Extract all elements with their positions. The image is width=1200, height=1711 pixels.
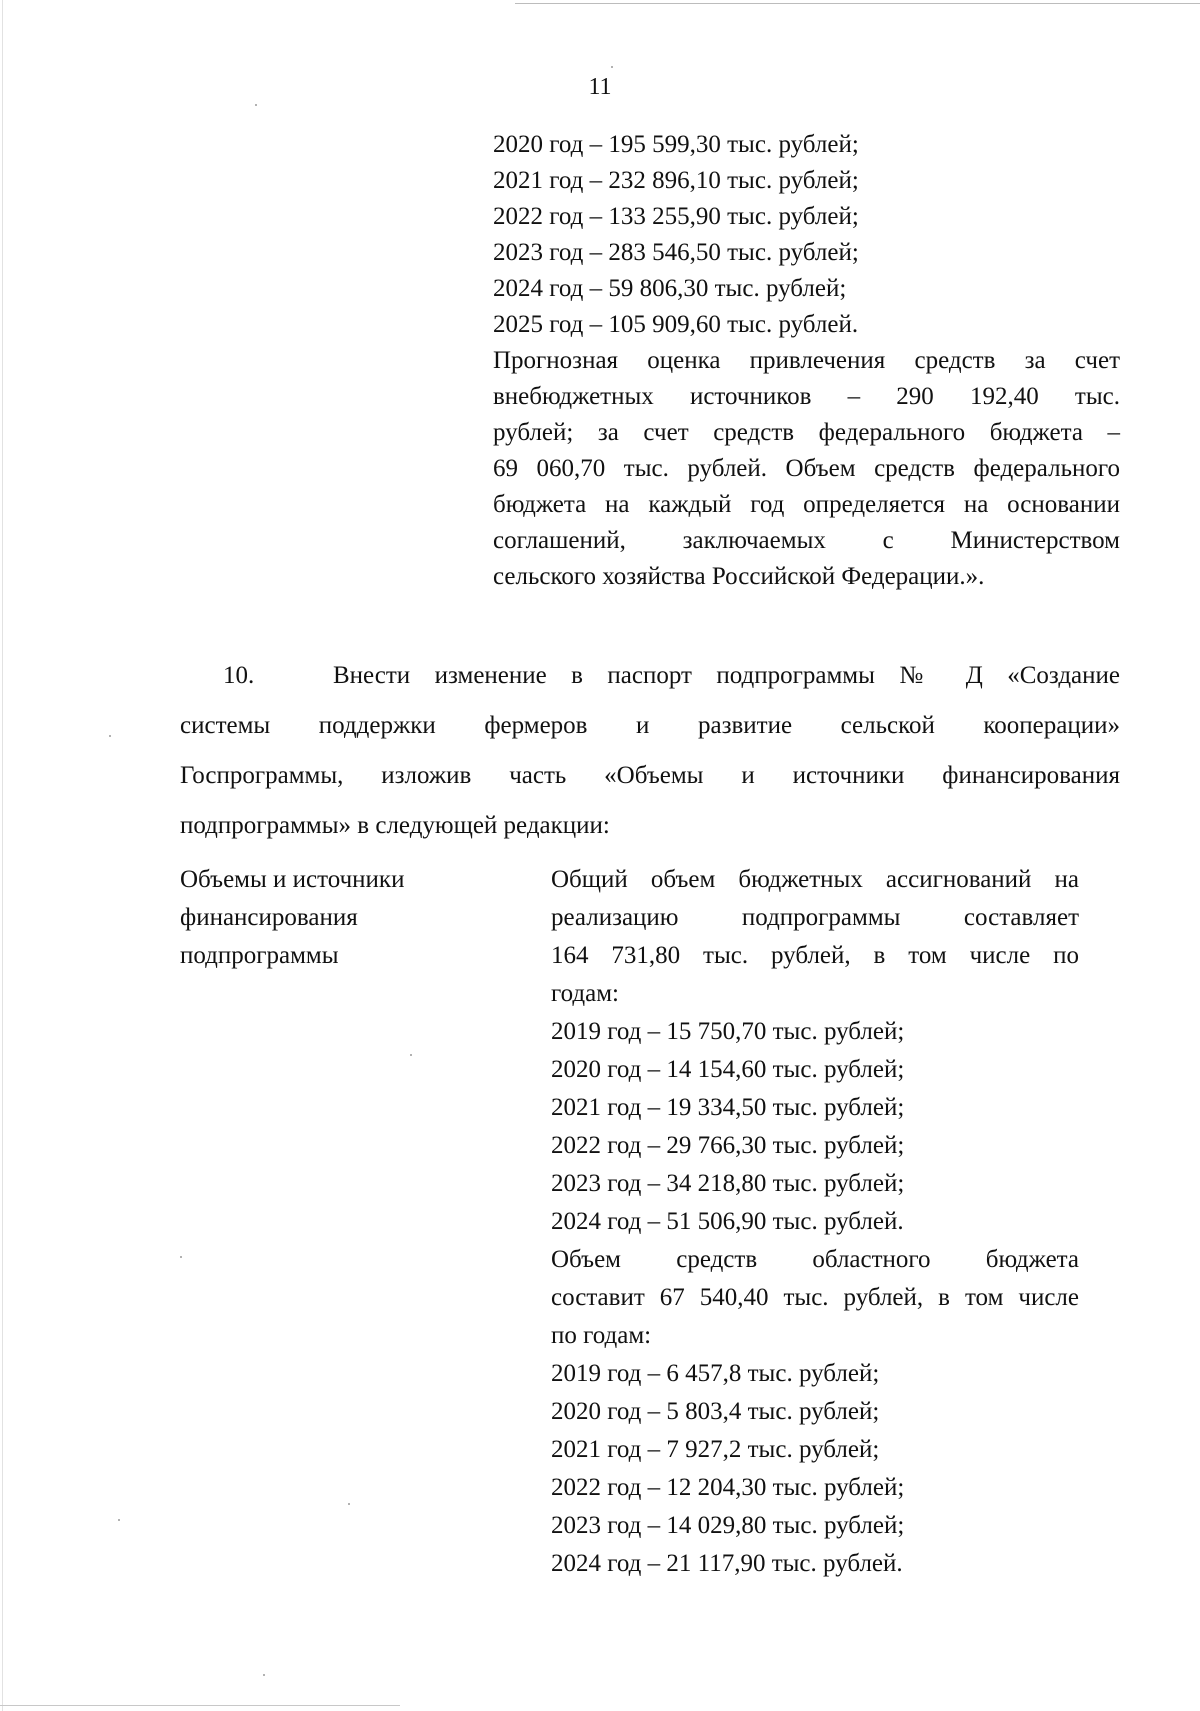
- total-funding-line: Общий объем бюджетных ассигнований на: [551, 866, 1079, 893]
- year-funding-line: 2025 год – 105 909,60 тыс. рублей.: [493, 311, 859, 338]
- year-funding-line: 2023 год – 34 218,80 тыс. рублей;: [551, 1170, 905, 1197]
- forecast-line: 69 060,70 тыс. рублей. Объем средств федерального: [493, 455, 1120, 482]
- item-text-line: подпрограммы» в следующей редакции:: [180, 812, 610, 839]
- regional-funding-paragraph: [551, 1241, 1079, 1355]
- scan-speck: [410, 1054, 412, 1056]
- passport-row-value: [551, 861, 1079, 1583]
- regional-funding-line: составит 67 540,40 тыс. рублей, в том числе: [551, 1284, 1079, 1311]
- total-funding-paragraph: [551, 861, 1079, 1013]
- item-number: 10.: [223, 662, 255, 689]
- label-line: подпрограммы: [180, 942, 339, 969]
- regional-funding-line: Объем средств областного бюджета: [551, 1246, 1079, 1273]
- regional-funding-line: по годам:: [551, 1322, 652, 1349]
- passport-row-label: [180, 861, 480, 975]
- year-funding-line: 2019 год – 6 457,8 тыс. рублей;: [551, 1360, 880, 1387]
- item-10-paragraph: [180, 651, 1120, 851]
- scan-speck: [109, 735, 111, 737]
- item-10-first-line: [180, 651, 1120, 701]
- year-funding-line: 2021 год – 19 334,50 тыс. рублей;: [551, 1094, 905, 1121]
- scan-speck: [255, 104, 257, 106]
- year-funding-line: 2023 год – 283 546,50 тыс. рублей;: [493, 239, 859, 266]
- forecast-paragraph: [493, 343, 1120, 595]
- forecast-line: бюджета на каждый год определяется на основании: [493, 491, 1120, 518]
- item-text-line: системы поддержки фермеров и развитие сельской кооперации»: [180, 712, 1120, 739]
- year-funding-line: 2021 год – 232 896,10 тыс. рублей;: [493, 167, 859, 194]
- forecast-line: сельского хозяйства Российской Федерации.».: [493, 563, 985, 590]
- year-funding-line: 2022 год – 133 255,90 тыс. рублей;: [493, 203, 859, 230]
- label-line: финансирования: [180, 904, 358, 931]
- scan-speck: [180, 1256, 182, 1258]
- total-funding-line: 164 731,80 тыс. рублей, в том числе по: [551, 942, 1079, 969]
- regional-years-list: [551, 1355, 1079, 1583]
- year-funding-line: 2021 год – 7 927,2 тыс. рублей;: [551, 1436, 880, 1463]
- scan-line-top: [515, 3, 1200, 4]
- item-text-line: Госпрограммы, изложив часть «Объемы и источники финансирования: [180, 762, 1120, 789]
- forecast-line: соглашений, заключаемых с Министерством: [493, 527, 1120, 554]
- page-number: 11: [588, 74, 612, 100]
- scan-speck: [118, 1519, 120, 1521]
- year-funding-line: 2020 год – 195 599,30 тыс. рублей;: [493, 131, 859, 158]
- year-funding-line: 2024 год – 21 117,90 тыс. рублей.: [551, 1550, 903, 1577]
- year-funding-list: [493, 127, 1120, 343]
- scan-line-bottom: [0, 1705, 400, 1706]
- item-text-line: Внести изменение в паспорт подпрограммы № Д «Создание: [333, 662, 1120, 689]
- year-funding-line: 2022 год – 12 204,30 тыс. рублей;: [551, 1474, 905, 1501]
- scan-edge-left: [2, 0, 3, 1711]
- total-funding-line: реализацию подпрограммы составляет: [551, 904, 1079, 931]
- year-funding-line: 2019 год – 15 750,70 тыс. рублей;: [551, 1018, 905, 1045]
- scan-speck: [263, 1674, 265, 1676]
- scan-speck: [611, 66, 613, 68]
- year-funding-line: 2024 год – 51 506,90 тыс. рублей.: [551, 1208, 904, 1235]
- year-funding-line: 2020 год – 5 803,4 тыс. рублей;: [551, 1398, 880, 1425]
- year-funding-line: 2023 год – 14 029,80 тыс. рублей;: [551, 1512, 905, 1539]
- total-years-list: [551, 1013, 1079, 1241]
- label-line: Объемы и источники: [180, 866, 405, 893]
- forecast-line: внебюджетных источников – 290 192,40 тыс.: [493, 383, 1120, 410]
- forecast-line: рублей; за счет средств федерального бюджета –: [493, 419, 1120, 446]
- year-funding-line: 2020 год – 14 154,60 тыс. рублей;: [551, 1056, 905, 1083]
- scan-speck: [348, 1503, 350, 1505]
- year-funding-line: 2022 год – 29 766,30 тыс. рублей;: [551, 1132, 905, 1159]
- total-funding-line: годам:: [551, 980, 619, 1007]
- forecast-line: Прогнозная оценка привлечения средств за счет: [493, 347, 1120, 374]
- funding-continuation-block: [493, 127, 1120, 595]
- year-funding-line: 2024 год – 59 806,30 тыс. рублей;: [493, 275, 847, 302]
